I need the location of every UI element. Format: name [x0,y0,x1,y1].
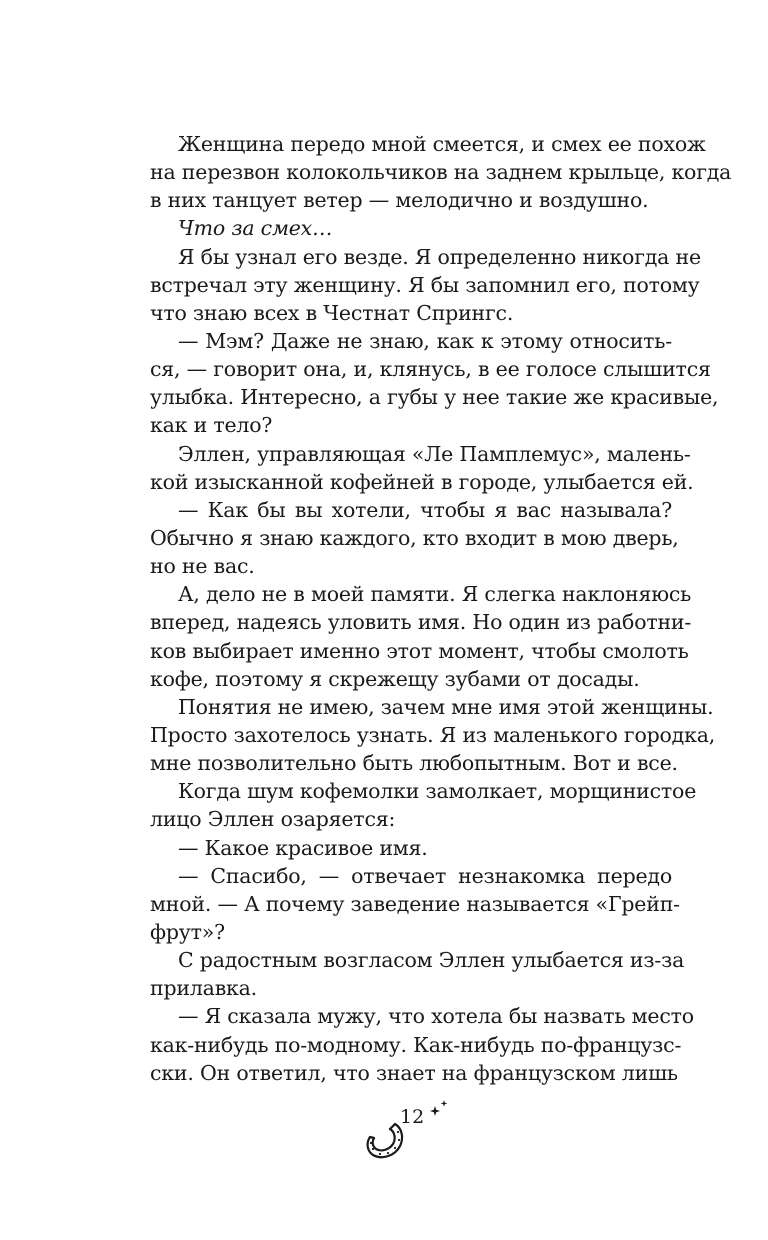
text-line: улыбка. Интересно, а губы у нее такие же красивые, [150,385,719,410]
text-line: мной. — А почему заведение называется «Грейп- [150,891,680,916]
text-line: ски. Он ответил, что знает на французском лишь [150,1060,678,1085]
text-line: Что за смех… [178,216,333,241]
text-line: А, дело не в моей памяти. Я слегка наклоняюсь [178,582,692,607]
text-line: ков выбирает именно этот момент, чтобы смолоть [150,638,689,663]
text-line: Понятия не имею, зачем мне имя этой женщины. [178,694,714,719]
text-line: но не вас. [150,554,255,579]
text-line: ся, — говорит она, и, клянусь, в ее голосе слышится [150,357,711,382]
text-line: кофе, поэтому я скрежещу зубами от досады. [150,666,640,691]
text-line: фрут»? [150,919,225,944]
text-line: кой изысканной кофейней в городе, улыбается ей. [150,469,694,494]
text-line: мне позволительно быть любопытным. Вот и все. [150,751,678,776]
text-line: — Мэм? Даже не знаю, как к этому относить- [178,328,672,353]
page-footer [362,1098,472,1178]
text-line: в них танцует ветер — мелодично и воздушно. [150,188,649,213]
text-line: прилавка. [150,976,257,1001]
text-line: — Какое красивое имя. [178,835,428,860]
text-line: Просто захотелось узнать. Я из маленького городка, [150,722,716,747]
text-line: как-нибудь по-модному. Как-нибудь по-французс- [150,1032,682,1057]
text-line: лицо Эллен озаряется: [150,807,396,832]
text-line: Эллен, управляющая «Ле Памплемус», малень- [178,441,691,466]
body-text [150,130,732,1087]
text-line: как и тело? [150,413,273,438]
text-line: Когда шум кофемолки замолкает, морщинистое [178,779,697,804]
text-line: встречал эту женщину. Я бы запомнил его, потому [150,272,700,297]
text-line: — Как бы вы хотели, чтобы я вас называла? [178,497,672,522]
text-line: — Я сказала мужу, что хотела бы назвать место [178,1004,694,1029]
text-line: на перезвон колокольчиков на заднем крыльце, когда [150,160,732,185]
text-line: Женщина передо мной смеется, и смех ее похож [178,132,706,156]
text-line: вперед, надеясь уловить имя. Но один из работни- [150,610,692,635]
text-line: что знаю всех в Честнат Спрингс. [150,300,514,325]
text-line: — Спасибо, — отвечает незнакомка передо [178,863,672,888]
text-line: Я бы узнал его везде. Я определенно никогда не [178,244,701,269]
text-line: С радостным возгласом Эллен улыбается из-за [178,948,685,973]
text-line: Обычно я знаю каждого, кто входит в мою дверь, [150,525,679,550]
sparkle-icon [428,1098,452,1122]
page-number: 12 [400,1106,425,1128]
